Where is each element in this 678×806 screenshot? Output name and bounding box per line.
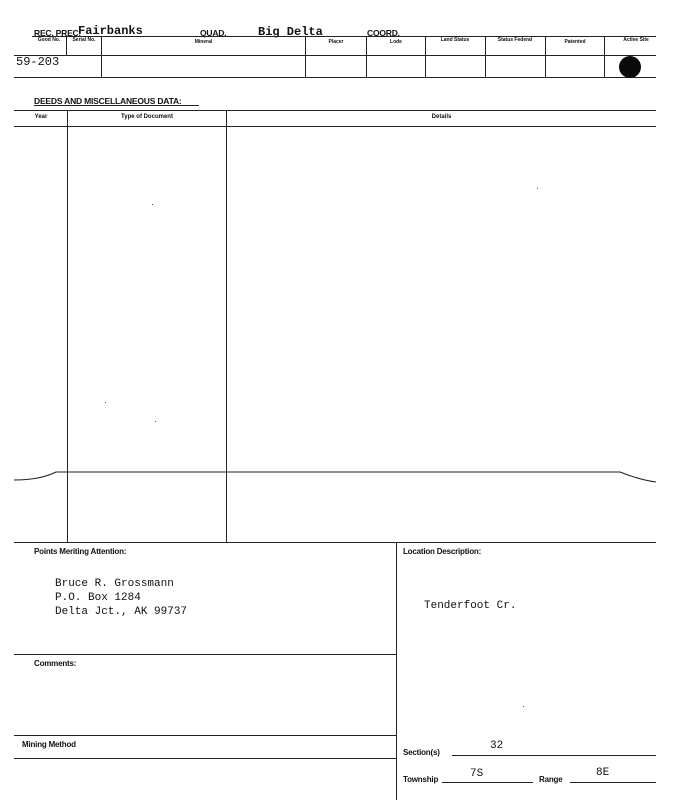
speck <box>537 188 538 189</box>
col-lode: Lode <box>390 39 402 45</box>
fold-line <box>0 462 678 492</box>
speck <box>152 204 153 205</box>
township-value: 7S <box>470 768 484 780</box>
col-land-status: Land Status <box>440 37 470 43</box>
range-underline <box>570 782 656 783</box>
deeds-rule-bottom <box>14 126 656 127</box>
points-line-2: P.O. Box 1284 <box>55 592 141 604</box>
comments-rule <box>14 654 396 655</box>
col-divider <box>604 37 605 77</box>
comments-title: Comments: <box>34 659 77 668</box>
section-underline <box>452 755 656 756</box>
location-title: Location Description: <box>403 547 482 556</box>
col-active-site: Active Site <box>623 37 649 43</box>
coord-label: COORD. <box>367 28 400 38</box>
range-label: Range <box>539 775 563 784</box>
header-rule-bottom <box>14 77 656 78</box>
section-value: 32 <box>490 740 504 752</box>
section-label: Section(s) <box>403 748 440 757</box>
points-line-1: Bruce R. Grossmann <box>55 578 174 590</box>
col-divider <box>485 37 486 77</box>
quad-label: QUAD. <box>200 28 227 38</box>
col-mineral: Mineral <box>194 39 213 45</box>
range-value: 8E <box>596 767 610 779</box>
col-status-federal: Status Federal <box>497 37 533 43</box>
deeds-title: DEEDS AND MISCELLANEOUS DATA: <box>34 96 182 106</box>
speck <box>523 706 524 707</box>
col-placer: Placer <box>328 39 344 45</box>
speck <box>105 402 106 403</box>
col-patented: Patented <box>564 39 586 45</box>
mining-title: Mining Method <box>22 740 76 749</box>
deeds-col-year: Year <box>34 114 48 120</box>
location-value: Tenderfoot Cr. <box>424 600 517 612</box>
header-rule-top <box>32 36 656 37</box>
deeds-title-underline <box>34 105 199 106</box>
points-line-3: Delta Jct., AK 99737 <box>55 606 188 618</box>
bottom-rule-top <box>14 542 656 543</box>
mining-rule <box>14 735 396 736</box>
bottom-col-divider <box>396 542 397 800</box>
col-divider <box>425 37 426 77</box>
col-serial-no: Serial No. <box>72 37 96 43</box>
mining-rule-bottom <box>14 758 396 759</box>
deeds-rule-top <box>14 110 656 111</box>
record-number: 59-203 <box>16 55 60 69</box>
township-label: Township <box>403 775 439 784</box>
header-rule-mid <box>14 55 656 56</box>
speck <box>155 421 156 422</box>
quad-value: Big Delta <box>258 25 323 39</box>
township-underline <box>442 782 533 783</box>
rec-prec-label: REC. PREC. <box>34 28 81 38</box>
deeds-col-type: Type of Document <box>121 114 173 120</box>
deeds-col-details: Details <box>431 114 452 120</box>
points-title: Points Meriting Attention: <box>34 547 127 556</box>
rec-prec-value: Fairbanks <box>78 24 143 38</box>
active-site-marker <box>619 56 641 78</box>
col-good-no: Good No. <box>37 37 61 43</box>
